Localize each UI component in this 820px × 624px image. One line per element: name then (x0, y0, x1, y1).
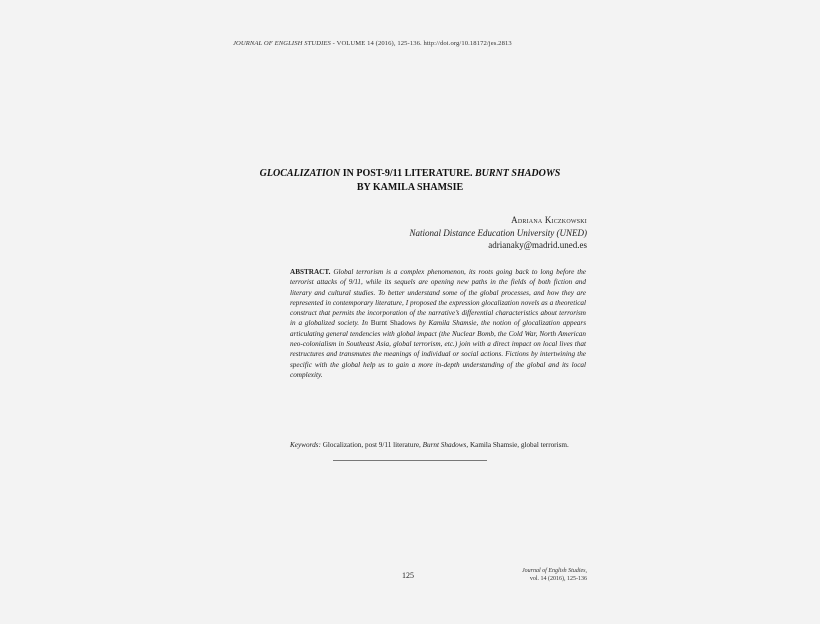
abstract (290, 267, 586, 380)
footer-journal-volume: vol. 14 (2016), 125-136 (529, 576, 587, 582)
abstract-text-before: Global terrorism is a complex phenomenon, its roots going back to long before the terrorist attacks of 9/11, while its sequels are opening new paths in the fields of both fiction and literary and cultural studies. To better understand some of the global processes, and how they are represented in contemporary literature, I proposed the expression glocalization novels as a theoretical construct that permits the incorporation of the narrative’s differential characteristics about terrorism in a globalized society. In (290, 268, 586, 328)
abstract-book-title: Burnt Shadows (370, 319, 416, 328)
section-divider (333, 460, 487, 461)
running-head (233, 40, 512, 47)
title-glocalization: GLOCALIZATION (259, 168, 341, 179)
abstract-label: ABSTRACT. (290, 268, 331, 276)
author-name: Adriana Kiczkowski (511, 215, 587, 225)
abstract-body (290, 268, 586, 379)
keyword-rest: , Kamila Shamsie, global terrorism. (466, 441, 569, 449)
title-middle: IN POST-9/11 LITERATURE. (340, 168, 475, 179)
article-title (200, 167, 620, 195)
title-line-2: BY KAMILA SHAMSIE (356, 182, 464, 193)
author-block (410, 214, 587, 252)
footer-journal (522, 567, 587, 583)
keyword-post-911: , post 9/11 literature, (361, 441, 423, 449)
author-email: adrianaky@madrid.uned.es (488, 240, 587, 250)
footer-journal-name: Journal of English Studies, (522, 568, 587, 574)
title-book: BURNT SHADOWS (475, 168, 561, 179)
keyword-burnt-shadows: Burnt Shadows (422, 441, 467, 449)
keyword-glocalization: Glocalization (320, 441, 362, 449)
abstract-text-after: by Kamila Shamsie, the notion of glocalization appears articulating general tendencies with global impact (the Nuclear Bomb, the Cold War, North American neo-colonialism in Southeast Asia, global terrorism, etc.) join with a direct impact on local lives that restructures and transmutes the meanings of individual or social actions. Fictions by intertwining the specific with the global help us to gain a more in-depth understanding of the global and its local complexity. (290, 319, 586, 379)
running-head-journal: JOURNAL OF ENGLISH STUDIES (233, 40, 331, 47)
page-number: 125 (402, 571, 414, 580)
running-head-details: - VOLUME 14 (2016), 125-136. http://doi.org/10.18172/jes.2813 (330, 40, 512, 47)
author-affiliation: National Distance Education University (UNED) (409, 227, 587, 238)
keywords (290, 440, 586, 451)
title-line-1 (200, 167, 620, 181)
keywords-label: Keywords: (290, 441, 321, 449)
